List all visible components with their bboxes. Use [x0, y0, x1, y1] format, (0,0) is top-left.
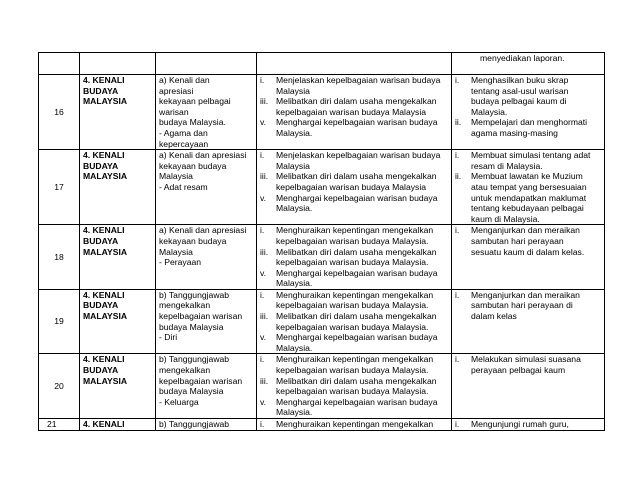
- item-numeral: i.: [455, 75, 460, 85]
- content-line: kepercayaan: [159, 138, 209, 149]
- standards-cell: [257, 419, 452, 431]
- item-text: Menghuraikan kepentingan mengekalkan: [276, 419, 434, 429]
- item-text: Melibatkan diri dalam usaha mengekalkan: [276, 311, 437, 322]
- item-text: Menghargai kepelbagaian warisan budaya: [276, 396, 438, 407]
- item-numeral: i.: [455, 419, 460, 429]
- item-text: Membuat simulasi tentang adat: [471, 150, 591, 161]
- item-text: Malaysia.: [276, 278, 313, 289]
- item-text: Malaysia.: [276, 203, 313, 214]
- item-text: kepelbagaian warisan budaya Malaysia.: [276, 321, 429, 332]
- theme-line: BUDAYA: [83, 235, 119, 246]
- item-text: Membuat lawatan ke Muzium: [471, 171, 583, 182]
- item-text: sambutan hari perayaan di: [471, 300, 573, 311]
- activity-text: menyediakan laporan.: [480, 53, 565, 63]
- theme-line: 4. KENALI: [83, 75, 125, 85]
- item-text: Melakukan simulasi suasana: [471, 354, 581, 365]
- content-line: Malaysia: [159, 171, 193, 182]
- activities-cell: [452, 150, 605, 225]
- item-text: Malaysia: [276, 160, 310, 171]
- theme-line: BUDAYA: [83, 160, 119, 171]
- item-text: kaum di Malaysia.: [471, 213, 540, 224]
- item-text: untuk mendapatkan maklumat: [471, 192, 587, 203]
- standard-item: [260, 354, 451, 365]
- activity-item: [455, 419, 604, 430]
- item-text: Menghargai kepelbagaian warisan budaya: [276, 192, 438, 203]
- standard-item: [260, 311, 451, 322]
- activity-item: [455, 150, 604, 161]
- theme-line: MALAYSIA: [83, 375, 128, 386]
- item-text: Melibatkan diri dalam usaha mengekalkan: [276, 375, 437, 386]
- item-numeral: v.: [260, 332, 267, 343]
- standard-item: [260, 290, 451, 301]
- item-numeral: i.: [260, 354, 265, 365]
- item-numeral: i.: [260, 75, 265, 85]
- item-numeral: iii.: [260, 96, 269, 107]
- content-cell: [156, 354, 257, 419]
- activity-item: [455, 354, 604, 365]
- item-text: Malaysia.: [276, 407, 313, 418]
- item-text: Melibatkan diri dalam usaha mengekalkan: [276, 171, 437, 182]
- theme-cell: [80, 53, 156, 75]
- theme-line: MALAYSIA: [83, 171, 128, 182]
- item-text: kepelbagaian warisan budaya Malaysia.: [276, 235, 429, 246]
- item-text: agama masing-masing: [471, 127, 558, 138]
- theme-line: MALAYSIA: [83, 96, 128, 107]
- item-text: tentang kebudayaan pelbagai: [471, 203, 584, 214]
- item-text: kepelbagaian warisan budaya Malaysia.: [276, 257, 429, 268]
- content-cell: [156, 225, 257, 290]
- content-line: a) Kenali dan: [159, 75, 210, 85]
- item-numeral: i.: [260, 289, 265, 300]
- activities-cell: [452, 419, 605, 431]
- item-numeral: i.: [455, 354, 460, 365]
- standard-item: [260, 332, 451, 343]
- standard-item: [260, 419, 451, 430]
- theme-line: 4. KENALI: [83, 225, 125, 236]
- item-text: Mempelajari dan menghormati: [471, 117, 588, 128]
- standard-item: [260, 117, 451, 128]
- item-text: Menjelaskan kepelbagaian warisan budaya: [276, 75, 441, 85]
- content-cell: [156, 53, 257, 75]
- content-line: budaya Malaysia.: [159, 117, 226, 128]
- item-text: atau tempat yang bersesuaian: [471, 181, 587, 192]
- theme-cell: [80, 75, 156, 150]
- content-line: kekayaan budaya: [159, 160, 227, 171]
- item-text: Malaysia: [276, 85, 310, 96]
- table-row: [39, 419, 605, 431]
- standard-item: [260, 247, 451, 258]
- table-row: [39, 354, 605, 419]
- item-text: dalam kelas: [471, 311, 517, 322]
- content-line: mengekalkan: [159, 300, 211, 311]
- item-numeral: i.: [260, 419, 265, 429]
- activity-item: [455, 225, 604, 236]
- item-numeral: i.: [455, 150, 460, 161]
- theme-cell: [80, 354, 156, 419]
- content-line: - Keluarga: [159, 396, 199, 407]
- theme-line: BUDAYA: [83, 300, 119, 311]
- content-cell: b) Tanggungjawab: [156, 419, 257, 431]
- table-row: [39, 75, 605, 150]
- activity-item: [455, 75, 604, 86]
- content-line: b) Tanggungjawab: [159, 354, 230, 365]
- theme-line: BUDAYA: [83, 365, 119, 376]
- item-numeral: iii.: [260, 311, 269, 322]
- standard-item: [260, 75, 451, 86]
- theme-line: BUDAYA: [83, 85, 119, 96]
- content-line: kekayaan budaya: [159, 235, 227, 246]
- week-number: 21: [39, 419, 80, 431]
- standard-item: [260, 268, 451, 279]
- table-row: [39, 150, 605, 225]
- item-text: Malaysia.: [471, 106, 508, 117]
- activities-cell: [452, 354, 605, 419]
- theme-cell: [80, 225, 156, 290]
- item-numeral: v.: [260, 267, 267, 278]
- table-row: [39, 225, 605, 290]
- content-line: kepelbagaian warisan: [159, 375, 243, 386]
- item-text: Melibatkan diri dalam usaha mengekalkan: [276, 246, 437, 257]
- week-number: 19: [39, 289, 80, 354]
- activities-cell: [452, 53, 605, 75]
- item-text: tentang asal-usul warisan: [471, 85, 569, 96]
- theme-line: 4. KENALI: [83, 354, 125, 365]
- theme-line: MALAYSIA: [83, 246, 128, 257]
- week-cell: [39, 53, 80, 75]
- week-number: 17: [39, 150, 80, 225]
- item-text: kepelbagaian warisan budaya Malaysia.: [276, 365, 429, 376]
- theme-line: MALAYSIA: [83, 311, 128, 322]
- activities-cell: [452, 75, 605, 150]
- content-line: apresiasi: [159, 85, 194, 96]
- content-line: budaya Malaysia: [159, 386, 224, 397]
- content-line: - Diri: [159, 332, 178, 343]
- standards-cell: [257, 75, 452, 150]
- activity-item: [455, 290, 604, 301]
- item-text: Menjelaskan kepelbagaian warisan budaya: [276, 150, 441, 161]
- lesson-plan-table: [38, 52, 605, 431]
- content-line: mengekalkan: [159, 365, 211, 376]
- item-numeral: ii.: [455, 117, 462, 128]
- theme-cell: 4. KENALI: [80, 419, 156, 431]
- item-text: Menghuraikan kepentingan mengekalkan: [276, 354, 434, 365]
- activities-cell: [452, 225, 605, 290]
- content-cell: [156, 75, 257, 150]
- item-numeral: i.: [455, 225, 460, 236]
- table-row: [39, 289, 605, 354]
- week-number: 20: [39, 354, 80, 419]
- theme-cell: [80, 150, 156, 225]
- standard-item: [260, 96, 451, 107]
- content-line: kepelbagaian warisan: [159, 311, 243, 322]
- item-numeral: iii.: [260, 171, 269, 182]
- item-text: kepelbagaian warisan budaya Malaysia: [276, 181, 427, 192]
- standard-item: [260, 171, 451, 182]
- item-numeral: v.: [260, 117, 267, 128]
- item-text: Menghuraikan kepentingan mengekalkan: [276, 289, 434, 300]
- item-text: Mengunjungi rumah guru,: [471, 419, 569, 429]
- content-line: - Agama dan: [159, 127, 208, 138]
- standard-item: [260, 397, 451, 408]
- content-line: kekayaan pelbagai: [159, 96, 231, 107]
- item-numeral: ii.: [455, 171, 462, 182]
- item-numeral: i.: [455, 289, 460, 300]
- activity-item: [455, 117, 604, 128]
- item-text: kepelbagaian warisan budaya Malaysia: [276, 106, 427, 117]
- content-line: warisan: [159, 106, 189, 117]
- item-text: sambutan hari perayaan: [471, 235, 564, 246]
- item-text: Menghuraikan kepentingan mengekalkan: [276, 225, 434, 236]
- item-numeral: v.: [260, 396, 267, 407]
- item-text: Menganjurkan dan meraikan: [471, 289, 580, 300]
- week-number: 16: [39, 75, 80, 150]
- theme-cell: [80, 289, 156, 354]
- item-text: Malaysia.: [276, 342, 313, 353]
- table-row-continued: [39, 53, 605, 75]
- item-text: sesuatu kaum di dalam kelas.: [471, 246, 585, 257]
- item-numeral: iii.: [260, 375, 269, 386]
- item-text: Menghargai kepelbagaian warisan budaya: [276, 267, 438, 278]
- item-numeral: i.: [260, 225, 265, 236]
- standard-item: [260, 376, 451, 387]
- standard-item: [260, 225, 451, 236]
- content-line: Malaysia: [159, 246, 193, 257]
- standards-cell: [257, 53, 452, 75]
- item-text: kepelbagaian warisan budaya Malaysia.: [276, 300, 429, 311]
- item-text: Menganjurkan dan meraikan: [471, 225, 580, 236]
- content-cell: [156, 289, 257, 354]
- activity-item: [455, 171, 604, 182]
- activities-cell: [452, 289, 605, 354]
- theme-line: 4. KENALI: [83, 150, 125, 161]
- item-numeral: v.: [260, 192, 267, 203]
- standards-cell: [257, 289, 452, 354]
- content-line: - Perayaan: [159, 257, 202, 268]
- item-numeral: i.: [260, 150, 265, 161]
- content-line: - Adat resam: [159, 181, 208, 192]
- content-line: budaya Malaysia: [159, 321, 224, 332]
- standards-cell: [257, 354, 452, 419]
- item-text: budaya pelbagai kaum di: [471, 96, 567, 107]
- item-text: Menghasilkan buku skrap: [471, 75, 569, 85]
- standards-cell: [257, 150, 452, 225]
- standard-item: [260, 150, 451, 161]
- week-number: 18: [39, 225, 80, 290]
- content-line: a) Kenali dan apresiasi: [159, 150, 247, 161]
- content-cell: [156, 150, 257, 225]
- item-text: kepelbagaian warisan budaya Malaysia.: [276, 386, 429, 397]
- standard-item: [260, 193, 451, 204]
- item-text: Melibatkan diri dalam usaha mengekalkan: [276, 96, 437, 107]
- content-line: b) Tanggungjawab: [159, 289, 230, 300]
- item-text: resam di Malaysia.: [471, 160, 543, 171]
- item-numeral: iii.: [260, 246, 269, 257]
- item-text: perayaan pelbagai kaum: [471, 365, 566, 376]
- item-text: Malaysia.: [276, 127, 313, 138]
- standards-cell: [257, 225, 452, 290]
- item-text: Menghargai kepelbagaian warisan budaya: [276, 117, 438, 128]
- theme-line: 4. KENALI: [83, 289, 125, 300]
- item-text: Menghargai kepelbagaian warisan budaya: [276, 332, 438, 343]
- content-line: a) Kenali dan apresiasi: [159, 225, 247, 236]
